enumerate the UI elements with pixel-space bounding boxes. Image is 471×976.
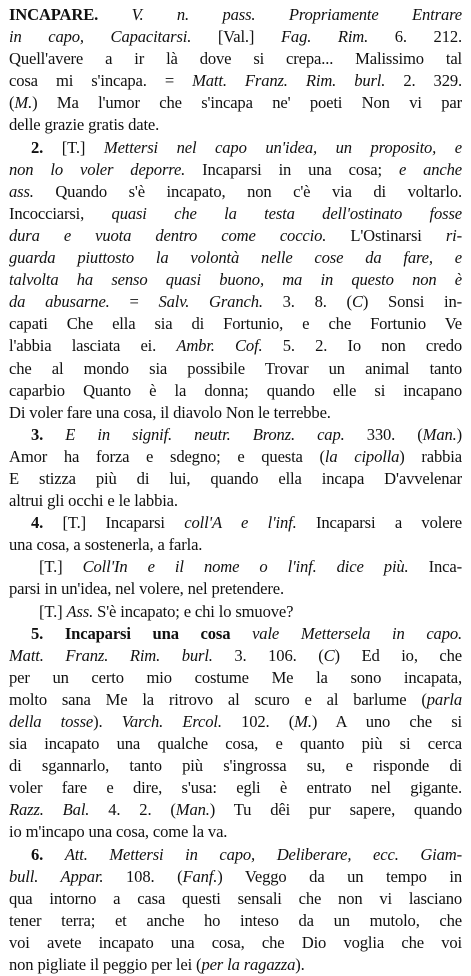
text-line: dura e vuota dentro come coccio. L'Ostinarsi ri- xyxy=(9,225,462,245)
text-line: 2. [T.] Mettersi nel capo un'idea, un proposito, e xyxy=(31,137,462,157)
text-line: capati Che ella sia di Fortunio, e che Fortunio Ve xyxy=(9,314,462,334)
text-line: delle grazie gratis date. xyxy=(9,115,160,135)
text-line: non pigliate il peggio per lei (per la ragazza). xyxy=(9,955,305,975)
text-line: molto sana Me la ritrovo al scuro e al barlume (parla xyxy=(9,689,462,709)
text-line: talvolta ha senso quasi buono, ma in questo non è xyxy=(9,270,462,290)
text-line: qua intorno a casa questi sensali che non vi lasciano xyxy=(9,888,462,908)
text-line: di sgannarlo, tanto più s'ingrossa su, e risponde di xyxy=(9,756,462,776)
text-line: bull. Appar. 108. (Fanf.) Veggo da un tempo in xyxy=(9,866,462,886)
entry-text xyxy=(9,4,462,976)
text-line: voler fare e dire, s'usa: egli è entrato nel gigante. xyxy=(9,778,462,798)
text-line: tener terra; et anche ho inteso da un mutolo, che xyxy=(9,910,462,930)
text-line: (M.) Ma l'umor che s'incapa ne' poeti Non vi par xyxy=(9,93,462,113)
text-line: [T.] Coll'In e il nome o l'inf. dice più. Inca- xyxy=(39,557,462,577)
text-line: Di voler fare una cosa, il diavolo Non le terrebbe. xyxy=(9,402,331,422)
text-line: 3. E in signif. neutr. Bronz. cap. 330. (Man.) xyxy=(31,424,462,444)
text-line: Matt. Franz. Rim. burl. 3. 106. (C) Ed io, che xyxy=(9,645,462,665)
text-line: 4. [T.] Incaparsi coll'A e l'inf. Incaparsi a volere xyxy=(31,513,462,533)
text-line: parsi in un'idea, nel volere, nel pretendere. xyxy=(9,579,284,599)
text-line: guarda piuttosto la volontà nelle cose da fare, e xyxy=(9,248,462,268)
text-line: l'abbia lasciata ei. Ambr. Cof. 5. 2. Io non credo xyxy=(9,336,462,356)
text-line: della tosse). Varch. Ercol. 102. (M.) A uno che si xyxy=(9,712,462,731)
text-line: una cosa, a sostenerla, a farla. xyxy=(9,535,203,555)
text-line: Quell'avere a ir là dove si crepa... Malissimo tal xyxy=(9,49,462,69)
text-line: voi avete incapato una cosa, che Dio voglia che voi xyxy=(9,932,462,952)
text-line: sia incapato una qualche cosa, e quanto più si cerca xyxy=(9,734,462,754)
text-line: io m'incapo una cosa, come la va. xyxy=(9,822,228,842)
text-line: 5. Incaparsi una cosa vale Mettersela in capo. xyxy=(31,623,462,643)
text-line: [T.] Ass. S'è incapato; e chi lo smuove? xyxy=(39,601,294,621)
text-line: 6. Att. Mettersi in capo, Deliberare, ecc. Giam- xyxy=(31,844,462,864)
text-line: altrui gli occhi e le labbia. xyxy=(9,491,178,511)
text-line: Amor ha forza e sdegno; e questa (la cipolla) rabbia xyxy=(9,446,462,466)
text-line: INCAPARE. V. n. pass. Propriamente Entrare xyxy=(9,5,462,24)
text-line: da abusarne. = Salv. Granch. 3. 8. (C) Sonsi in- xyxy=(9,292,462,312)
text-line: caparbio Quanto è la donna; quando elle si incapano xyxy=(9,380,462,400)
text-line: per un certo mio costume Me la sono incapata, xyxy=(9,667,462,687)
text-line: in capo, Capacitarsi. [Val.] Fag. Rim. 6. 212. xyxy=(9,27,462,47)
text-line: E stizza più di lui, quando ella incapa D'avvelenar xyxy=(9,468,462,488)
text-line: Razz. Bal. 4. 2. (Man.) Tu dêi pur sapere, quando xyxy=(9,800,462,820)
text-line: cosa mi s'incapa. = Matt. Franz. Rim. burl. 2. 329. xyxy=(9,71,462,91)
text-line: che al mondo sia possibile Trovar un animal tanto xyxy=(9,358,462,378)
text-line: non lo voler deporre. Incaparsi in una cosa; e anche xyxy=(9,159,462,179)
text-line: ass. Quando s'è incapato, non c'è via di voltarlo. xyxy=(9,181,462,201)
text-line: Incocciarsi, quasi che la testa dell'ostinato fosse xyxy=(9,203,462,223)
